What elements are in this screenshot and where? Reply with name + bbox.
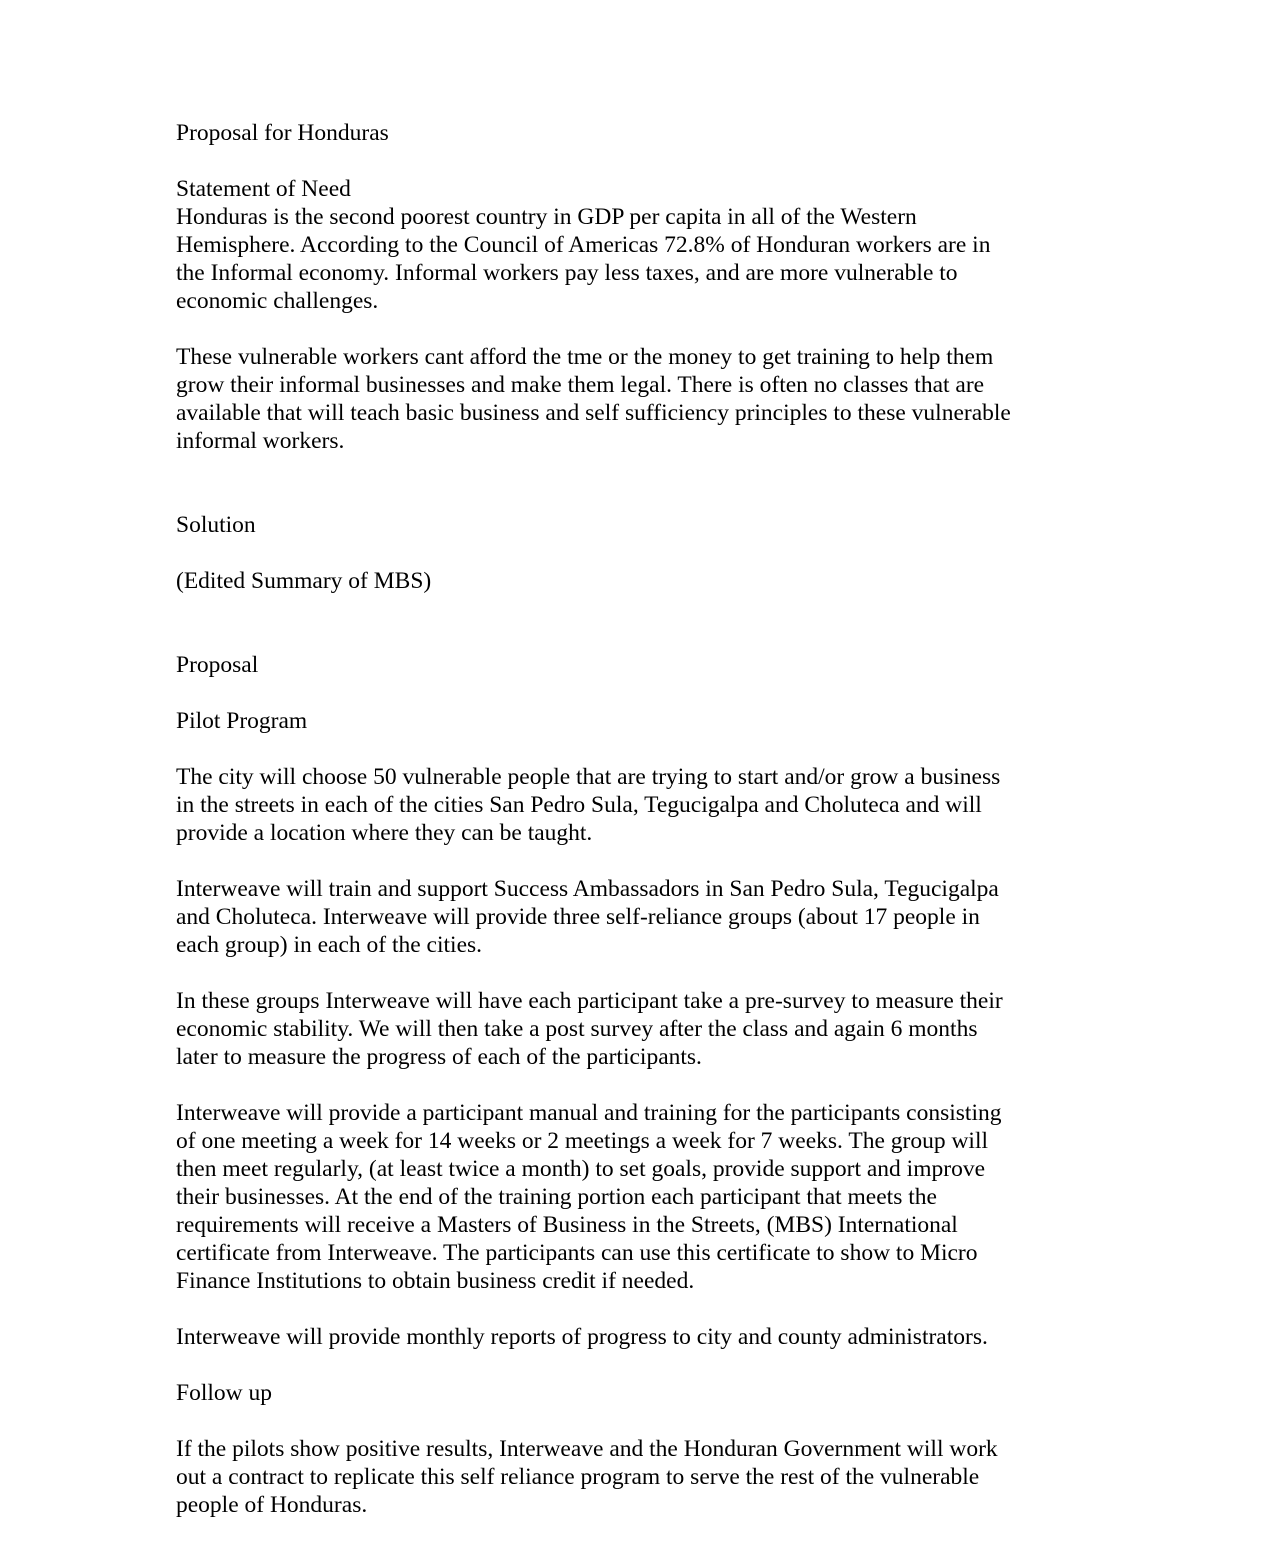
solution-heading: Solution — [176, 512, 256, 538]
followup-paragraph-1: If the pilots show positive results, Interweave and the Honduran Government will work out a contract to replicate this self reliance program to serve the rest of the vulnerable people of Honduras. — [176, 1436, 998, 1518]
document-title: Proposal for Honduras — [176, 120, 389, 146]
pilot-paragraph-5: Interweave will provide monthly reports of progress to city and county administrators. — [176, 1324, 988, 1350]
pilot-paragraph-2: Interweave will train and support Success Ambassadors in San Pedro Sula, Tegucigalpa and Choluteca. Interweave will provide three self-reliance groups (about 17 people in each group) in each of the cities. — [176, 876, 999, 958]
statement-paragraph-2: These vulnerable workers cant afford the tme or the money to get training to help them grow their informal businesses and make them legal. There is often no classes that are available that will teach basic business and self sufficiency principles to these vulnerable informal workers. — [176, 344, 1011, 454]
pilot-paragraph-3: In these groups Interweave will have each participant take a pre-survey to measure their economic stability. We will then take a post survey after the class and again 6 months later to measure the progress of each of the participants. — [176, 988, 1003, 1070]
pilot-heading: Pilot Program — [176, 708, 308, 734]
solution-note: (Edited Summary of MBS) — [176, 568, 432, 594]
document-body — [176, 119, 1056, 1519]
pilot-paragraph-4: Interweave will provide a participant manual and training for the participants consisting of one meeting a week for 14 weeks or 2 meetings a week for 7 weeks. The group will then meet regularly, (at least twice a month) to set goals, provide support and improve their businesses. At the end of the training portion each participant that meets the requirements will receive a Masters of Business in the Streets, (MBS) International certificate from Interweave. The participants can use this certificate to show to Micro Finance Institutions to obtain business credit if needed. — [176, 1100, 1002, 1294]
statement-heading: Statement of Need — [176, 176, 351, 202]
statement-paragraph-1: Honduras is the second poorest country in GDP per capita in all of the Western Hemisphere. According to the Council of Americas 72.8% of Honduran workers are in the Informal economy. Informal workers pay less taxes, and are more vulnerable to economic challenges. — [176, 204, 991, 314]
pilot-paragraph-1: The city will choose 50 vulnerable people that are trying to start and/or grow a business in the streets in each of the cities San Pedro Sula, Tegucigalpa and Choluteca and will provide a location where they can be taught. — [176, 764, 1001, 846]
proposal-heading: Proposal — [176, 652, 259, 678]
followup-heading: Follow up — [176, 1380, 272, 1406]
